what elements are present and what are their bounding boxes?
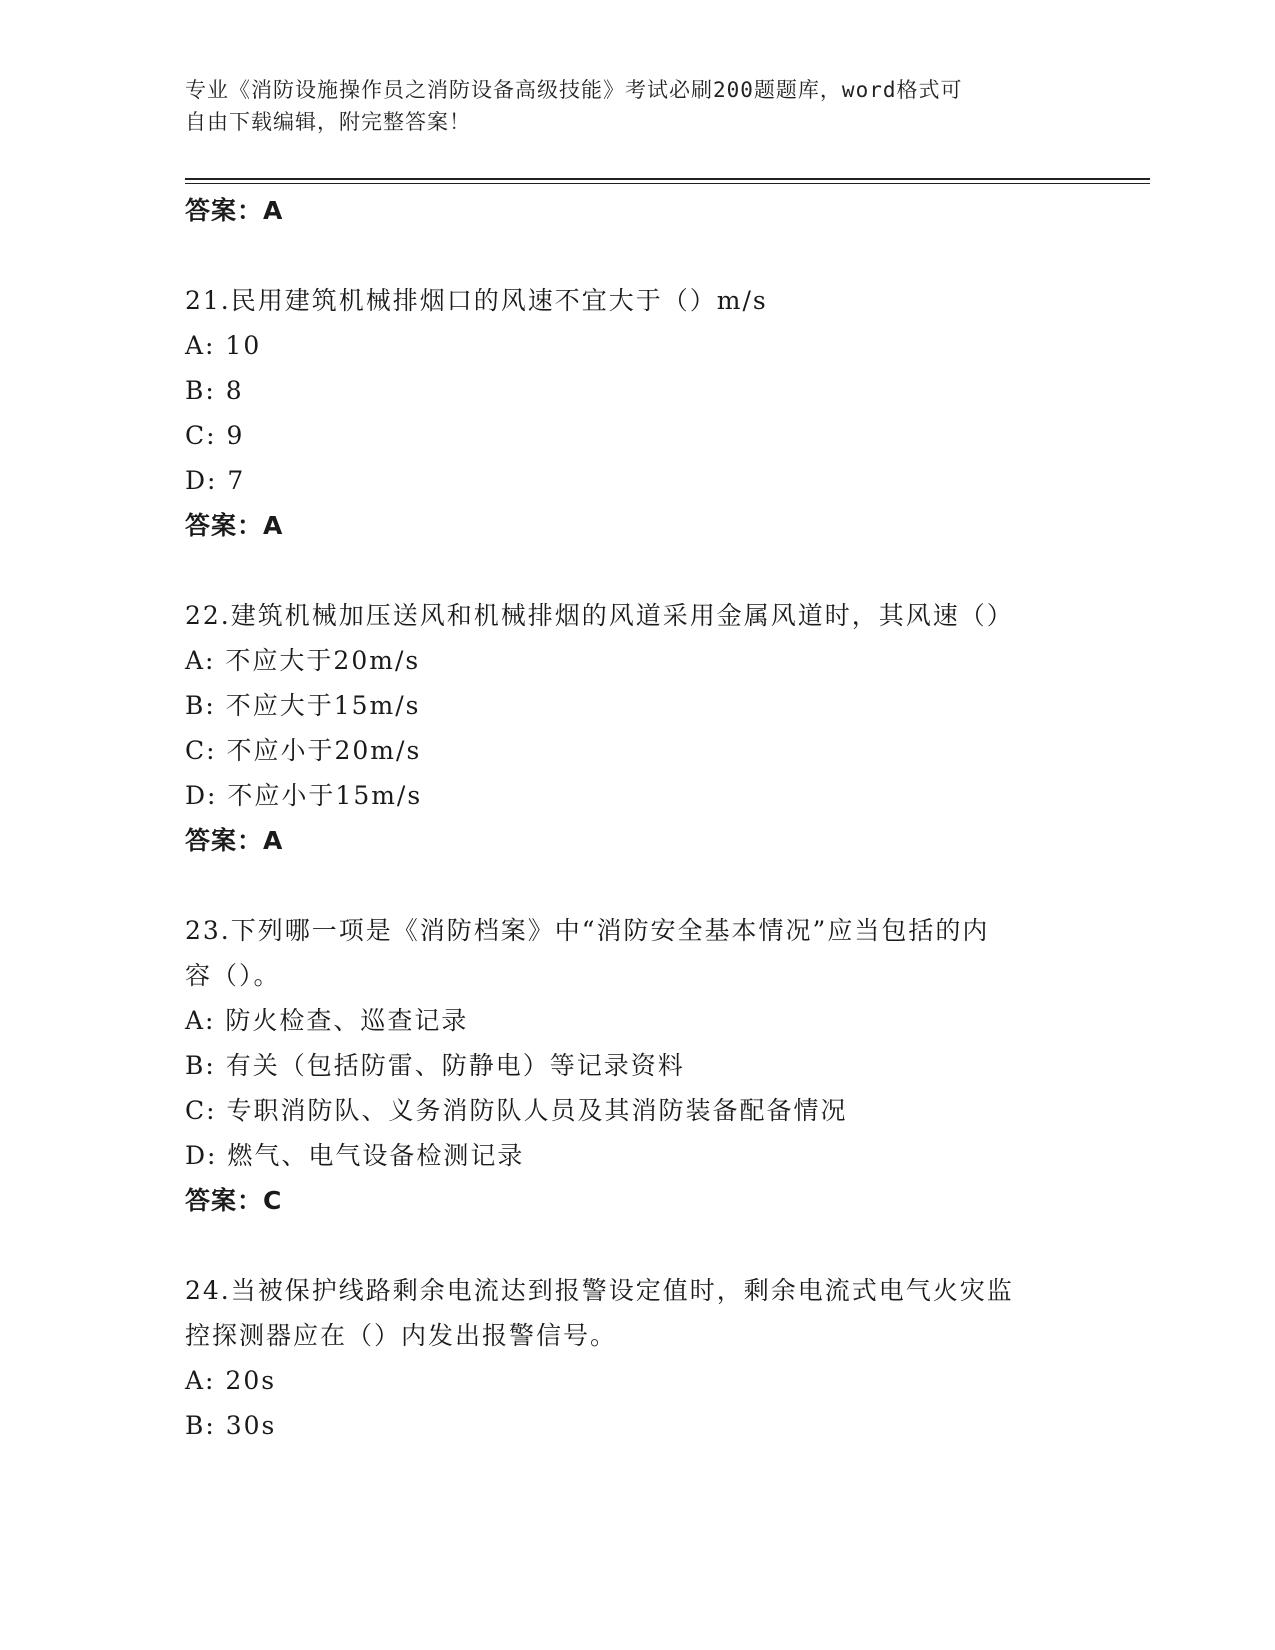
option-a: A: 不应大于20m/s	[185, 646, 421, 675]
header-divider-thin	[185, 183, 1150, 184]
spacer	[185, 548, 1085, 593]
header-line-1: 专业《消防设施操作员之消防设备高级技能》考试必刷200题题库，word格式可	[185, 78, 963, 102]
option-d: D: 7	[185, 466, 246, 495]
option-b: B: 不应大于15m/s	[185, 691, 421, 720]
option-c: C: 9	[185, 421, 245, 450]
option-a: A: 10	[185, 331, 262, 360]
header-divider	[185, 178, 1150, 180]
option-d: D: 不应小于15m/s	[185, 781, 423, 810]
option-b: B: 30s	[185, 1411, 277, 1440]
answer: 答案：A	[185, 826, 284, 855]
option-c: C: 不应小于20m/s	[185, 736, 422, 765]
spacer	[185, 1223, 1085, 1268]
option-a: A: 防火检查、巡查记录	[185, 1006, 469, 1035]
option-b: B: 有关（包括防雷、防静电）等记录资料	[185, 1051, 685, 1080]
question-24	[185, 1268, 1085, 1448]
header-line-2: 自由下载编辑，附完整答案！	[185, 110, 471, 134]
spacer	[185, 233, 1085, 278]
previous-answer: 答案：A	[185, 196, 284, 225]
option-d: D: 燃气、电气设备检测记录	[185, 1141, 525, 1170]
question-stem-line-2: 容（）。	[185, 961, 281, 990]
question-stem-line-1: 24.当被保护线路剩余电流达到报警设定值时，剩余电流式电气火灾监	[185, 1276, 1014, 1305]
question-stem-line-1: 23.下列哪一项是《消防档案》中“消防安全基本情况”应当包括的内	[185, 916, 990, 945]
question-22	[185, 593, 1085, 863]
question-list	[185, 188, 1085, 1448]
answer: 答案：A	[185, 511, 284, 540]
option-b: B: 8	[185, 376, 244, 405]
question-23	[185, 908, 1085, 1223]
answer: 答案：C	[185, 1186, 283, 1215]
question-21	[185, 278, 1085, 548]
question-stem: 21.民用建筑机械排烟口的风速不宜大于（）m/s	[185, 286, 768, 315]
document-header	[185, 74, 1065, 138]
question-stem-line-2: 控探测器应在（）内发出报警信号。	[185, 1321, 618, 1350]
question-stem: 22.建筑机械加压送风和机械排烟的风道采用金属风道时，其风速（）	[185, 601, 1014, 630]
option-a: A: 20s	[185, 1366, 277, 1395]
spacer	[185, 863, 1085, 908]
option-c: C: 专职消防队、义务消防队人员及其消防装备配备情况	[185, 1096, 848, 1125]
